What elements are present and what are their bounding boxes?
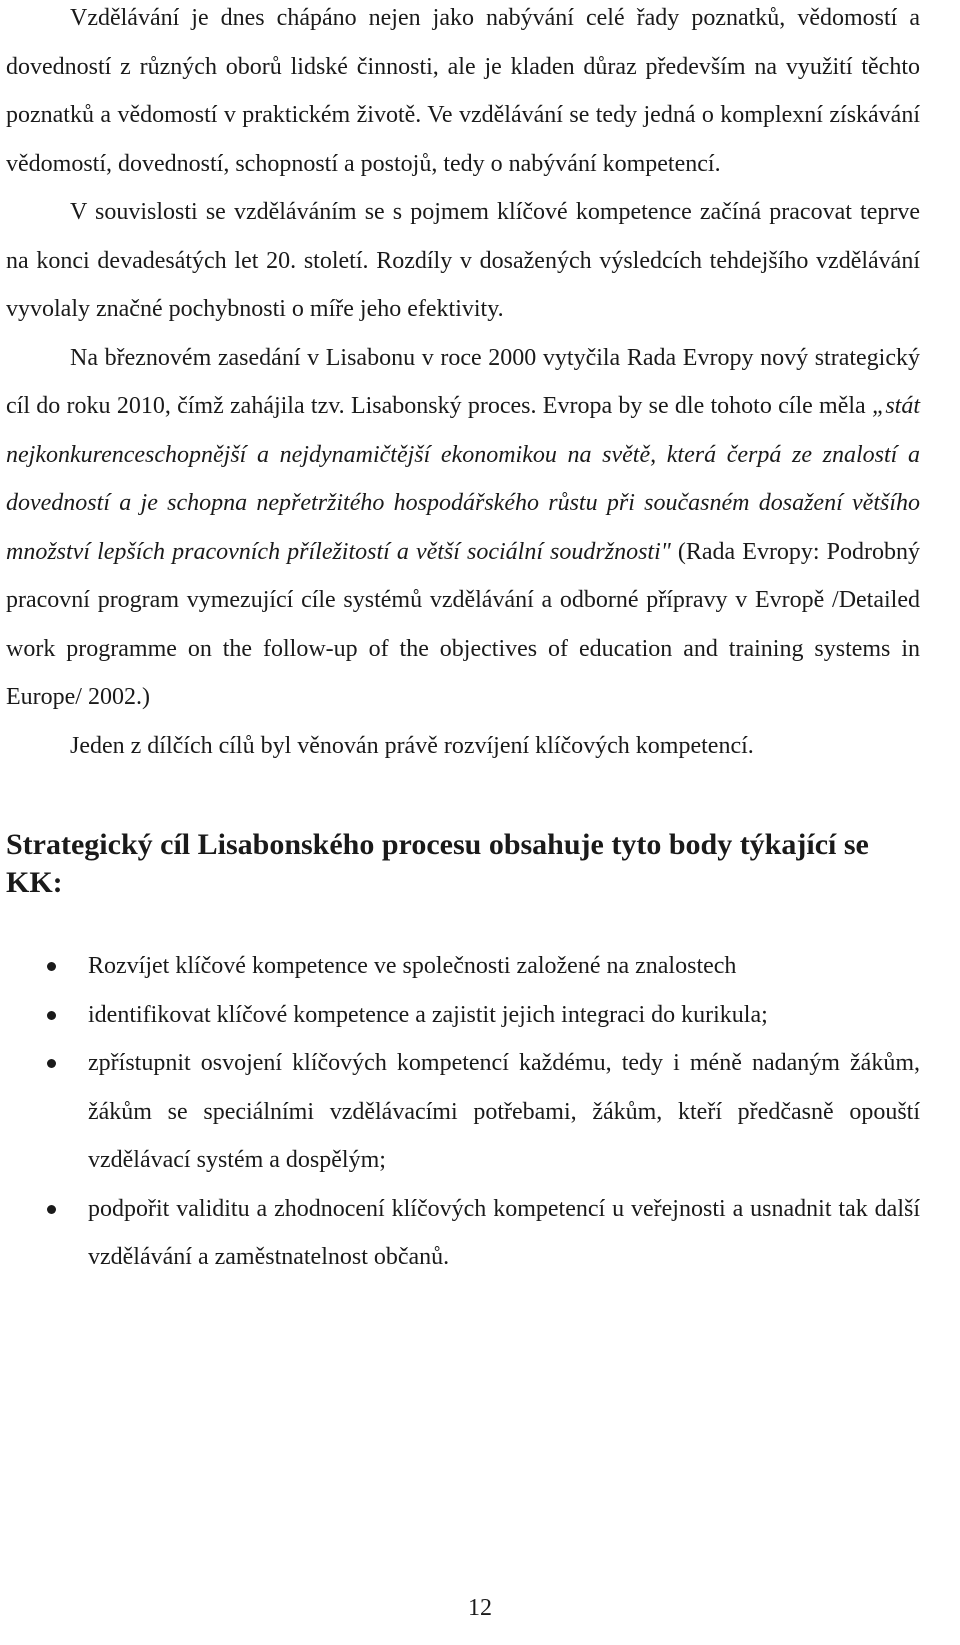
bullet-list	[6, 942, 920, 1282]
list-item	[6, 1185, 920, 1282]
section-heading: Strategický cíl Lisabonského procesu obsahuje tyto body týkající se KK:	[6, 828, 869, 899]
lisbon-text-after: (Rada Evropy: Podrobný pracovní program vymezující cíle systémů vzdělávání a odborné přípravy v Evropě /Detailed work programme on the follow-up of the objectives of education and training systems in Europe/ 2002.)	[6, 538, 921, 710]
bullet-icon	[47, 962, 56, 971]
list-item-text: zpřístupnit osvojení klíčových kompetencí každému, tedy i méně nadaným žákům, žákům se speciálními vzdělávacími potřebami, žákům, kteří předčasně opouští vzdělávací systém a dospělým;	[88, 1050, 920, 1173]
list-item-text: Rozvíjet klíčové kompetence ve společnosti založené na znalostech	[88, 953, 737, 979]
list-item	[6, 1039, 920, 1185]
bullet-icon	[47, 1011, 56, 1020]
page-number: 12	[468, 1595, 492, 1621]
bullet-icon	[47, 1059, 56, 1068]
lisbon-text-before: Na březnovém zasedání v Lisabonu v roce 2000 vytyčila Rada Evropy nový strategický cíl do roku 2010, čímž zahájila tzv. Lisabonský proces. Evropa by se dle tohoto cíle měla	[6, 344, 920, 419]
list-item-text: identifikovat klíčové kompetence a zajistit jejich integraci do kurikula;	[88, 1001, 768, 1028]
paragraph-key-competences-origin: V souvislosti se vzděláváním se s pojmem klíčové kompetence začíná pracovat teprve na konci devadesátých let 20. století. Rozdíly v dosažených výsledcích tehdejšího vzdělávání vyvolaly značné pochybnosti o míře jeho efektivity.	[6, 199, 920, 322]
paragraph-education-definition: Vzdělávání je dnes chápáno nejen jako nabývání celé řady poznatků, vědomostí a dovedností z různých oborů lidské činnosti, ale je kladen důraz především na využití těchto poznatků a vědomostí v praktickém životě. Ve vzdělávání se tedy jedná o komplexní získávání vědomostí, dovedností, schopností a postojů, tedy o nabývání kompetencí.	[6, 5, 920, 177]
paragraph-partial-goal: Jeden z dílčích cílů byl věnován právě rozvíjení klíčových kompetencí.	[70, 732, 754, 759]
bullet-icon	[47, 1205, 56, 1214]
list-item-text: podpořit validitu a zhodnocení klíčových kompetencí u veřejnosti a usnadnit tak další vzdělávání a zaměstnatelnost občanů.	[88, 1195, 920, 1270]
list-item	[6, 991, 920, 1040]
paragraph-lisbon-process	[6, 334, 920, 722]
lisbon-quote: „stát nejkonkurenceschopnější a nejdynamičtější ekonomikou na světě, která čerpá ze znalostí a dovedností a je schopna nepřetržitého hospodářského růstu při současném dosažení většího množství lepších pracovních příležitostí a větší sociální soudržnosti"	[6, 393, 920, 565]
list-item	[6, 942, 920, 991]
